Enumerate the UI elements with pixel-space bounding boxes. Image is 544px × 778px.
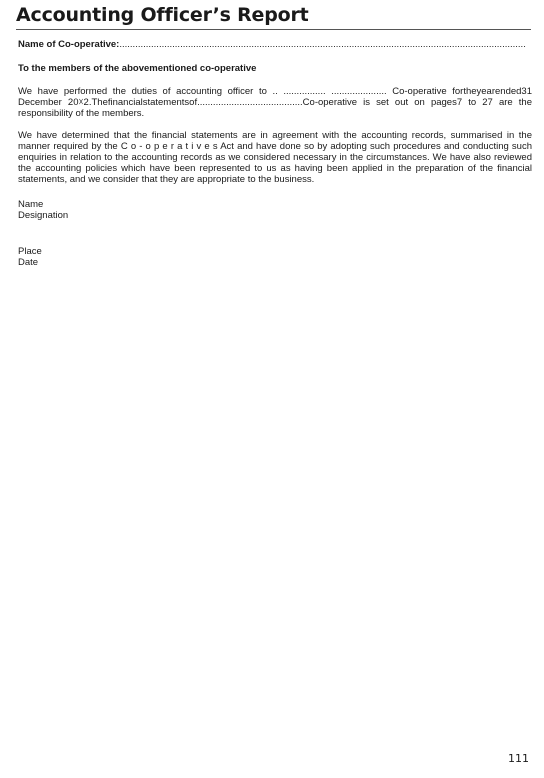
page-number: 111: [508, 752, 529, 765]
signature-designation-label: Designation: [18, 210, 69, 221]
signature-date-label: Date: [18, 257, 39, 268]
determination-paragraph: We have determined that the financial statements are in agreement with the accounting records, summarised in the manner required by the C o - o p e r a t i v e s Act and have done so by adopting such procedures and conducting such enquiries in relation to the accounting records as we considered necessary in the circumstances. We have also reviewed the accounting policies which have been represented to us as having been applied in the preparation of the financial statements, and we consider that they are appropriate to the business.: [18, 130, 532, 185]
signature-place-label: Place: [18, 246, 42, 257]
title-divider: [16, 29, 531, 30]
duties-paragraph: We have performed the duties of accounting officer to .. ................ ..................... Co-operative fortheyearended31 December 20☓2.Thefinancialstatementsof........................................Co-operative is set out on pages7 to 27 are the responsibility of the members.: [18, 86, 532, 119]
cooperative-name-blank: ..........................................................................................................................................................: [119, 39, 526, 50]
addressee-heading: To the members of the abovementioned co-operative: [18, 63, 257, 74]
signature-name-label: Name: [18, 199, 44, 210]
cooperative-name-line: [18, 39, 533, 50]
page-title: Accounting Officer’s Report: [16, 4, 309, 26]
cooperative-name-label: Name of Co-operative:: [18, 39, 120, 50]
